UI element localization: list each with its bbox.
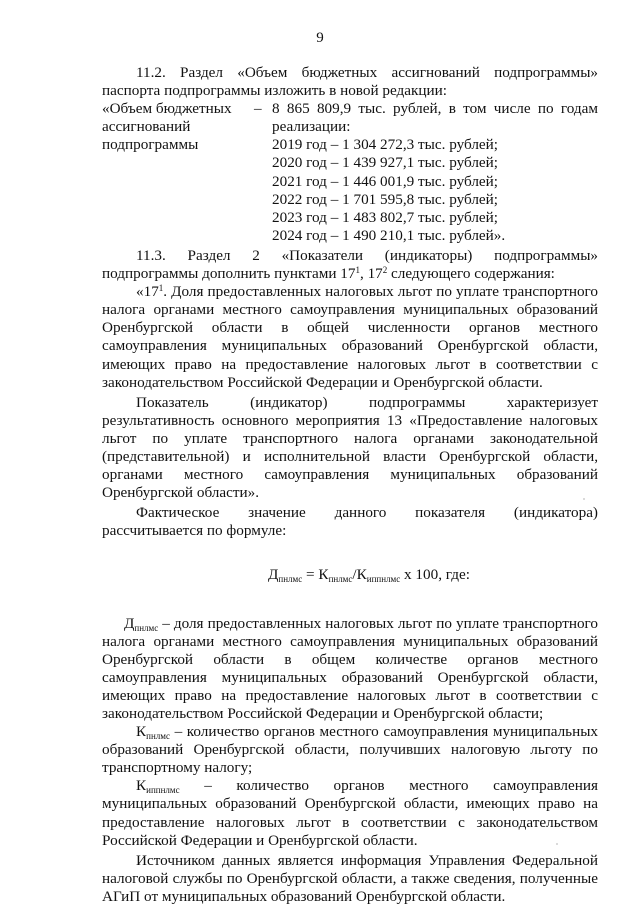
budget-year-row: 2021 год – 1 446 001,9 тыс. рублей; xyxy=(272,172,499,190)
page-content xyxy=(102,64,598,906)
budget-year-row: 2024 год – 1 490 210,1 тыс. рублей». xyxy=(272,226,506,244)
definition-k2: $К_{иппнлмс}$ – количество органов местного самоуправления муниципальных образований Оренбургской области, имеющих право на предоставление налоговых льгот в соответствии с законодательством Российской Федерации и Оренбургской области. xyxy=(102,777,598,849)
scan-speck xyxy=(556,843,558,845)
formula: $Д_{пнлмс} = К_{пнлмс}/К_{иппнлмс}$ x 100, где: xyxy=(268,566,470,585)
budget-year-row: 2022 год – 1 701 595,8 тыс. рублей; xyxy=(272,190,499,208)
budget-total: 8 865 809,9 тыс. рублей, в том числе по годам реализации: xyxy=(272,100,598,136)
budget-label-line-3: подпрограммы xyxy=(102,136,199,154)
source-paragraph: Источником данных является информация Управления Федеральной налоговой службы по Оренбургской области, а также сведения, полученные АГиП от муниципальных образований Оренбургской области. xyxy=(102,851,598,905)
fact-paragraph: Фактическое значение данного показателя (индикатора) рассчитывается по формуле: xyxy=(102,504,598,540)
definition-d: $Д_{пнлмс}$ – доля предоставленных налоговых льгот по уплате транспортного налога органами местного самоуправления муниципальных образований Оренбургской области в общем количестве органов местного самоуправления муниципальных образований Оренбургской области, имеющих право на предоставление налоговых льгот в соответствии с законодательством Российской Федерации и Оренбургской области; xyxy=(102,614,598,722)
budget-label-line-1: «Объем бюджетных xyxy=(102,100,232,118)
indicator-paragraph: Показатель (индикатор) подпрограммы характеризует результативность основного мероприятия 13 «Предоставление налоговых льгот по уплате транспортного налога органами законодательной (представительной) и исполнительной власти Оренбургской области, органами местного самоуправления муниципальных образований Оренбургской области». xyxy=(102,393,598,502)
budget-year-row: 2019 год – 1 304 272,3 тыс. рублей; xyxy=(272,136,499,154)
budget-label-line-2: ассигнований xyxy=(102,118,191,136)
budget-dash: – xyxy=(254,100,262,118)
budget-table xyxy=(102,100,598,245)
page-number: 9 xyxy=(316,30,324,46)
budget-year-row: 2020 год – 1 439 927,1 тыс. рублей; xyxy=(272,154,499,172)
definition-k1: $К_{пнлмс}$ – количество органов местного самоуправления муниципальных образований Оренбургской области, получивших налоговую льготу по транспортному налогу; xyxy=(102,723,598,777)
point-17-1: «$17^1$. Доля предоставленных налоговых льгот по уплате транспортного налога органами местного самоуправления муниципальных образований Оренбургской области в общей численности органов местного самоуправления муниципальных образований Оренбургской области, имеющих право на предоставление налоговых льгот в соответствии с законодательством Российской Федерации и Оренбургской области. xyxy=(102,283,598,391)
item-11-2: 11.2. Раздел «Объем бюджетных ассигнований подпрограммы» паспорта подпрограммы изложить в новой редакции: xyxy=(102,64,598,100)
budget-year-row: 2023 год – 1 483 802,7 тыс. рублей; xyxy=(272,208,499,226)
item-11-3: 11.3. Раздел 2 «Показатели (индикаторы) подпрограммы» подпрограммы дополнить пунктами $17^1$, $17^2$ следующего содержания: xyxy=(102,246,598,283)
budget-years-list xyxy=(272,136,598,245)
scan-speck xyxy=(583,498,585,500)
